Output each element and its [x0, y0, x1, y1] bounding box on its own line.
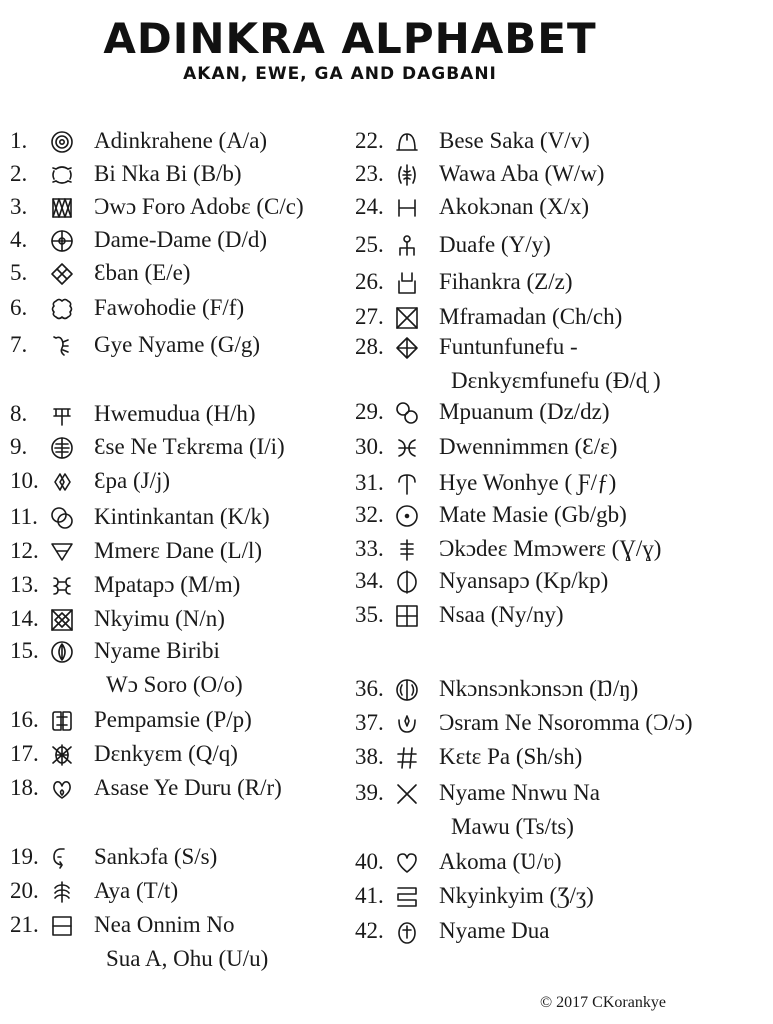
entry-number: 29.: [355, 399, 384, 424]
page-title: ADINKRA ALPHABET: [103, 14, 597, 63]
leaf-circle-icon: [50, 640, 74, 664]
zigzag-icon: [395, 885, 419, 909]
entry-number: 34.: [355, 568, 384, 593]
ram-horns-icon: [395, 436, 419, 460]
entry-number: 9.: [10, 434, 28, 459]
crocodile-icon: [50, 743, 74, 767]
entry-number: 2.: [10, 161, 28, 186]
two-loops-icon: [395, 401, 419, 425]
entry-label: Mpuanum (Dz/dz): [439, 399, 610, 424]
cross-diamond-icon: [395, 336, 419, 360]
wisdom-knot-icon: [395, 570, 419, 594]
copyright-notice: © 2017 CKorankye: [540, 994, 666, 1011]
entry-number: 36.: [355, 676, 384, 701]
hourglass-triangle-icon: [50, 540, 74, 564]
gye-nyame-icon: [50, 334, 74, 358]
arch-icon: [395, 472, 419, 496]
entry-label: Nyame Dua: [439, 918, 550, 943]
diamond-fence-icon: [50, 262, 74, 286]
lattice-icon: [50, 196, 74, 220]
entry-label: Kɛtɛ Pa (Sh/sh): [439, 744, 583, 769]
entry-label: Nyansapɔ (Kp/kp): [439, 568, 609, 593]
entry-label: Ɛban (E/e): [94, 260, 191, 285]
entry-label: Ɔkɔdeɛ Mmɔwerɛ (Ɣ/ɣ): [439, 536, 662, 561]
entry-number: 19.: [10, 844, 39, 869]
entry-label: Dame-Dame (D/d): [94, 227, 268, 252]
entry-label: Dwennimmɛn (Ɛ/ɛ): [439, 434, 618, 459]
knot-icon: [50, 574, 74, 598]
entry-label: Nkɔnsɔnkɔnsɔn (Ŋ/ŋ): [439, 676, 639, 701]
entry-label: Adinkrahene (A/a): [94, 128, 268, 153]
seed-icon: [395, 163, 419, 187]
entry-number: 21.: [10, 912, 39, 937]
entry-label: Mpatapɔ (M/m): [94, 572, 241, 597]
altar-icon: [395, 920, 419, 944]
entry-label: Nkyimu (N/n): [94, 606, 225, 631]
page-subtitle: AKAN, EWE, GA AND DAGBANI: [183, 64, 497, 84]
hash-icon: [395, 746, 419, 770]
entry-label-continued: Sua A, Ohu (U/u): [106, 946, 269, 971]
entry-number: 38.: [355, 744, 384, 769]
entry-number: 1.: [10, 128, 28, 153]
entry-number: 40.: [355, 849, 384, 874]
entry-label: Wawa Aba (W/w): [439, 161, 605, 186]
entry-label: Ɔsram Ne Nsoromma (Ɔ/ɔ): [439, 710, 693, 735]
entry-number: 32.: [355, 502, 384, 527]
entry-number: 28.: [355, 334, 384, 359]
entry-label: Akoma (Ʋ/ʋ): [439, 849, 562, 874]
entry-label: Nyame Nnwu Na: [439, 780, 600, 805]
linked-circles-icon: [50, 506, 74, 530]
measuring-rod-icon: [50, 403, 74, 427]
entry-label: Nea Onnim No: [94, 912, 235, 937]
comb-icon: [395, 234, 419, 258]
entry-number: 37.: [355, 710, 384, 735]
entry-number: 20.: [10, 878, 39, 903]
entry-label: Ɔwɔ Foro Adobɛ (C/c): [94, 194, 304, 219]
entry-number: 5.: [10, 260, 28, 285]
entry-number: 30.: [355, 434, 384, 459]
entry-number: 14.: [10, 606, 39, 631]
entry-label: Mframadan (Ch/ch): [439, 304, 623, 329]
entry-number: 10.: [10, 468, 39, 493]
split-square-icon: [50, 914, 74, 938]
entry-number: 35.: [355, 602, 384, 627]
entry-number: 41.: [355, 883, 384, 908]
entry-label: Hwemudua (H/h): [94, 401, 256, 426]
entry-label: Nkyinkyim (Ʒ/ʒ): [439, 883, 594, 908]
x-cross-icon: [395, 782, 419, 806]
chain-link-icon: [50, 709, 74, 733]
fern-icon: [50, 880, 74, 904]
boxed-cross-icon: [395, 306, 419, 330]
entry-label: Fihankra (Z/z): [439, 269, 573, 294]
entry-number: 17.: [10, 741, 39, 766]
entry-label: Asase Ye Duru (R/r): [94, 775, 282, 800]
handcuffs-icon: [50, 470, 74, 494]
lobed-square-icon: [50, 297, 74, 321]
quad-square-icon: [395, 604, 419, 628]
teeth-tongue-icon: [50, 436, 74, 460]
entry-label-continued: Dɛnkyɛmfunefu (Ɖ/ɖ ): [451, 368, 661, 393]
entry-number: 13.: [10, 572, 39, 597]
entry-number: 11.: [10, 504, 38, 529]
entry-label: Duafe (Y/y): [439, 232, 551, 257]
entry-label: Fawohodie (F/f): [94, 295, 245, 320]
dot-circle-icon: [395, 504, 419, 528]
entry-label: Bi Nka Bi (B/b): [94, 161, 242, 186]
moon-star-icon: [395, 712, 419, 736]
entry-label-continued: Mawu (Ts/ts): [451, 814, 574, 839]
entry-label: Hye Wonhye ( Ƒ/ƒ): [439, 470, 617, 495]
entry-number: 4.: [10, 227, 28, 252]
entry-label: Funtunfunefu -: [439, 334, 578, 359]
house-icon: [395, 271, 419, 295]
entry-number: 7.: [10, 332, 28, 357]
sankofa-icon: [50, 846, 74, 870]
entry-label: Dɛnkyɛm (Q/q): [94, 741, 238, 766]
entry-label: Nyame Biribi: [94, 638, 220, 663]
two-crocodiles-icon: [50, 163, 74, 187]
entry-label: Mmerɛ Dane (L/l): [94, 538, 263, 563]
h-bar-icon: [395, 196, 419, 220]
entry-number: 3.: [10, 194, 28, 219]
entry-number: 15.: [10, 638, 39, 663]
concentric-circles-icon: [50, 130, 74, 154]
entry-number: 6.: [10, 295, 28, 320]
entry-number: 42.: [355, 918, 384, 943]
entry-label: Bese Saka (V/v): [439, 128, 590, 153]
entry-number: 18.: [10, 775, 39, 800]
talon-icon: [395, 538, 419, 562]
entry-number: 23.: [355, 161, 384, 186]
dome-icon: [395, 130, 419, 154]
heart-icon: [395, 851, 419, 875]
entry-label: Gye Nyame (G/g): [94, 332, 261, 357]
entry-number: 31.: [355, 470, 384, 495]
entry-number: 27.: [355, 304, 384, 329]
entry-label: Nsaa (Ny/ny): [439, 602, 564, 627]
earth-heart-icon: [50, 777, 74, 801]
entry-number: 8.: [10, 401, 28, 426]
entry-number: 12.: [10, 538, 39, 563]
circle-cross-icon: [50, 229, 74, 253]
entry-number: 24.: [355, 194, 384, 219]
boxed-x-icon: [50, 608, 74, 632]
entry-label-continued: Wɔ Soro (O/o): [106, 672, 243, 697]
entry-number: 33.: [355, 536, 384, 561]
entry-label: Aya (T/t): [94, 878, 179, 903]
entry-number: 16.: [10, 707, 39, 732]
entry-label: Ɛse Ne Tɛkrɛma (I/i): [94, 434, 285, 459]
entry-label: Kintinkantan (K/k): [94, 504, 270, 529]
entry-label: Akokɔnan (X/x): [439, 194, 590, 219]
entry-label: Ɛpa (J/j): [94, 468, 171, 493]
entry-label: Sankɔfa (S/s): [94, 844, 218, 869]
entry-label: Mate Masie (Gb/gb): [439, 502, 627, 527]
entry-number: 25.: [355, 232, 384, 257]
entry-label: Pempamsie (P/p): [94, 707, 252, 732]
entry-number: 39.: [355, 780, 384, 805]
entry-number: 26.: [355, 269, 384, 294]
entry-number: 22.: [355, 128, 384, 153]
chain-icon: [395, 678, 419, 702]
